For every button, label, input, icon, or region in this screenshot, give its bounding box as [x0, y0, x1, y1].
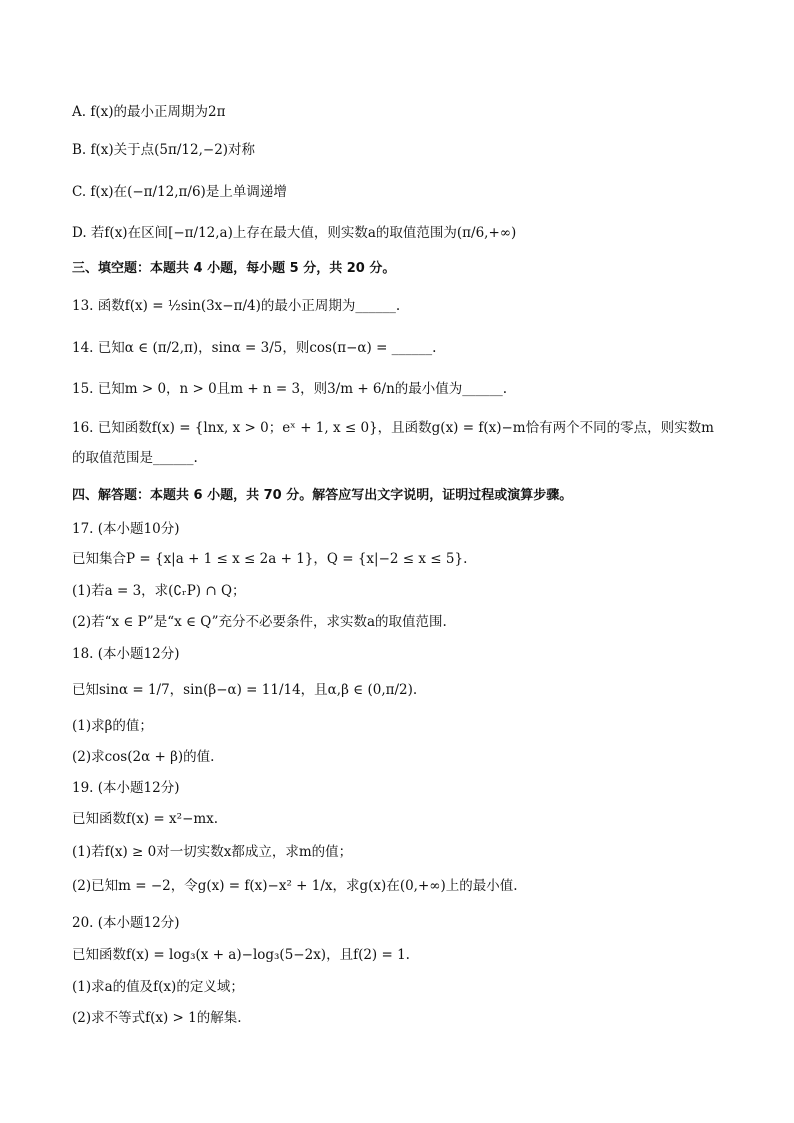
question-18-header: 18. (本小题12分)	[72, 646, 180, 662]
section-fill-blank-heading: 三、填空题：本题共 4 小题，每小题 5 分，共 20 分。	[72, 261, 396, 276]
question-20-part-2: (2)求不等式f(x) > 1的解集.	[72, 1010, 242, 1026]
section-answer-heading: 四、解答题：本题共 6 小题，共 70 分。解答应写出文字说明，证明过程或演算步骤。	[72, 488, 573, 503]
question-15: 15. 已知m > 0，n > 0且m + n = 3，则3/m + 6/n的最小值为______.	[72, 381, 508, 397]
question-20-stem: 已知函数f(x) = log₃(x + a)−log₃(5−2x)，且f(2) = 1.	[72, 947, 410, 963]
question-17-stem: 已知集合P = {x|a + 1 ≤ x ≤ 2a + 1}，Q = {x|−2 ≤ x ≤ 5}.	[72, 551, 468, 567]
question-18-part-1: (1)求β的值；	[72, 718, 153, 734]
question-17-part-2: (2)若“x ∈ P”是“x ∈ Q”充分不必要条件，求实数a的取值范围.	[72, 614, 447, 630]
question-18-part-2: (2)求cos(2α + β)的值.	[72, 749, 215, 765]
question-18-stem: 已知sinα = 1/7，sin(β−α) = 11/14，且α,β ∈ (0,π/2).	[72, 682, 418, 698]
question-20-part-1: (1)求a的值及f(x)的定义域；	[72, 979, 244, 995]
question-20-header: 20. (本小题12分)	[72, 915, 180, 931]
option-b: B. f(x)关于点(5π/12,−2)对称	[72, 142, 256, 158]
question-17-part-1: (1)若a = 3，求(∁ᵣP) ∩ Q；	[72, 583, 246, 599]
question-13: 13. 函数f(x) = ½sin(3x−π/4)的最小正周期为______.	[72, 298, 401, 314]
option-a: A. f(x)的最小正周期为2π	[72, 104, 226, 120]
question-19-header: 19. (本小题12分)	[72, 780, 180, 796]
question-16: 16. 已知函数f(x) = {lnx, x > 0；eˣ + 1, x ≤ 0}，且函数g(x) = f(x)−m恰有两个不同的零点，则实数m的取值范围是______.	[72, 420, 714, 466]
question-19-part-1: (1)若f(x) ≥ 0对一切实数x都成立，求m的值；	[72, 844, 353, 860]
question-17-header: 17. (本小题10分)	[72, 521, 180, 537]
option-d: D. 若f(x)在区间[−π/12,a)上存在最大值，则实数a的取值范围为(π/6,+∞)	[72, 225, 517, 241]
question-19-stem: 已知函数f(x) = x²−mx.	[72, 811, 219, 827]
question-19-part-2: (2)已知m = −2，令g(x) = f(x)−x² + 1/x，求g(x)在(0,+∞)上的最小值.	[72, 878, 518, 894]
question-14: 14. 已知α ∈ (π/2,π)，sinα = 3/5，则cos(π−α) = ______.	[72, 340, 437, 356]
option-c: C. f(x)在(−π/12,π/6)是上单调递增	[72, 184, 287, 200]
